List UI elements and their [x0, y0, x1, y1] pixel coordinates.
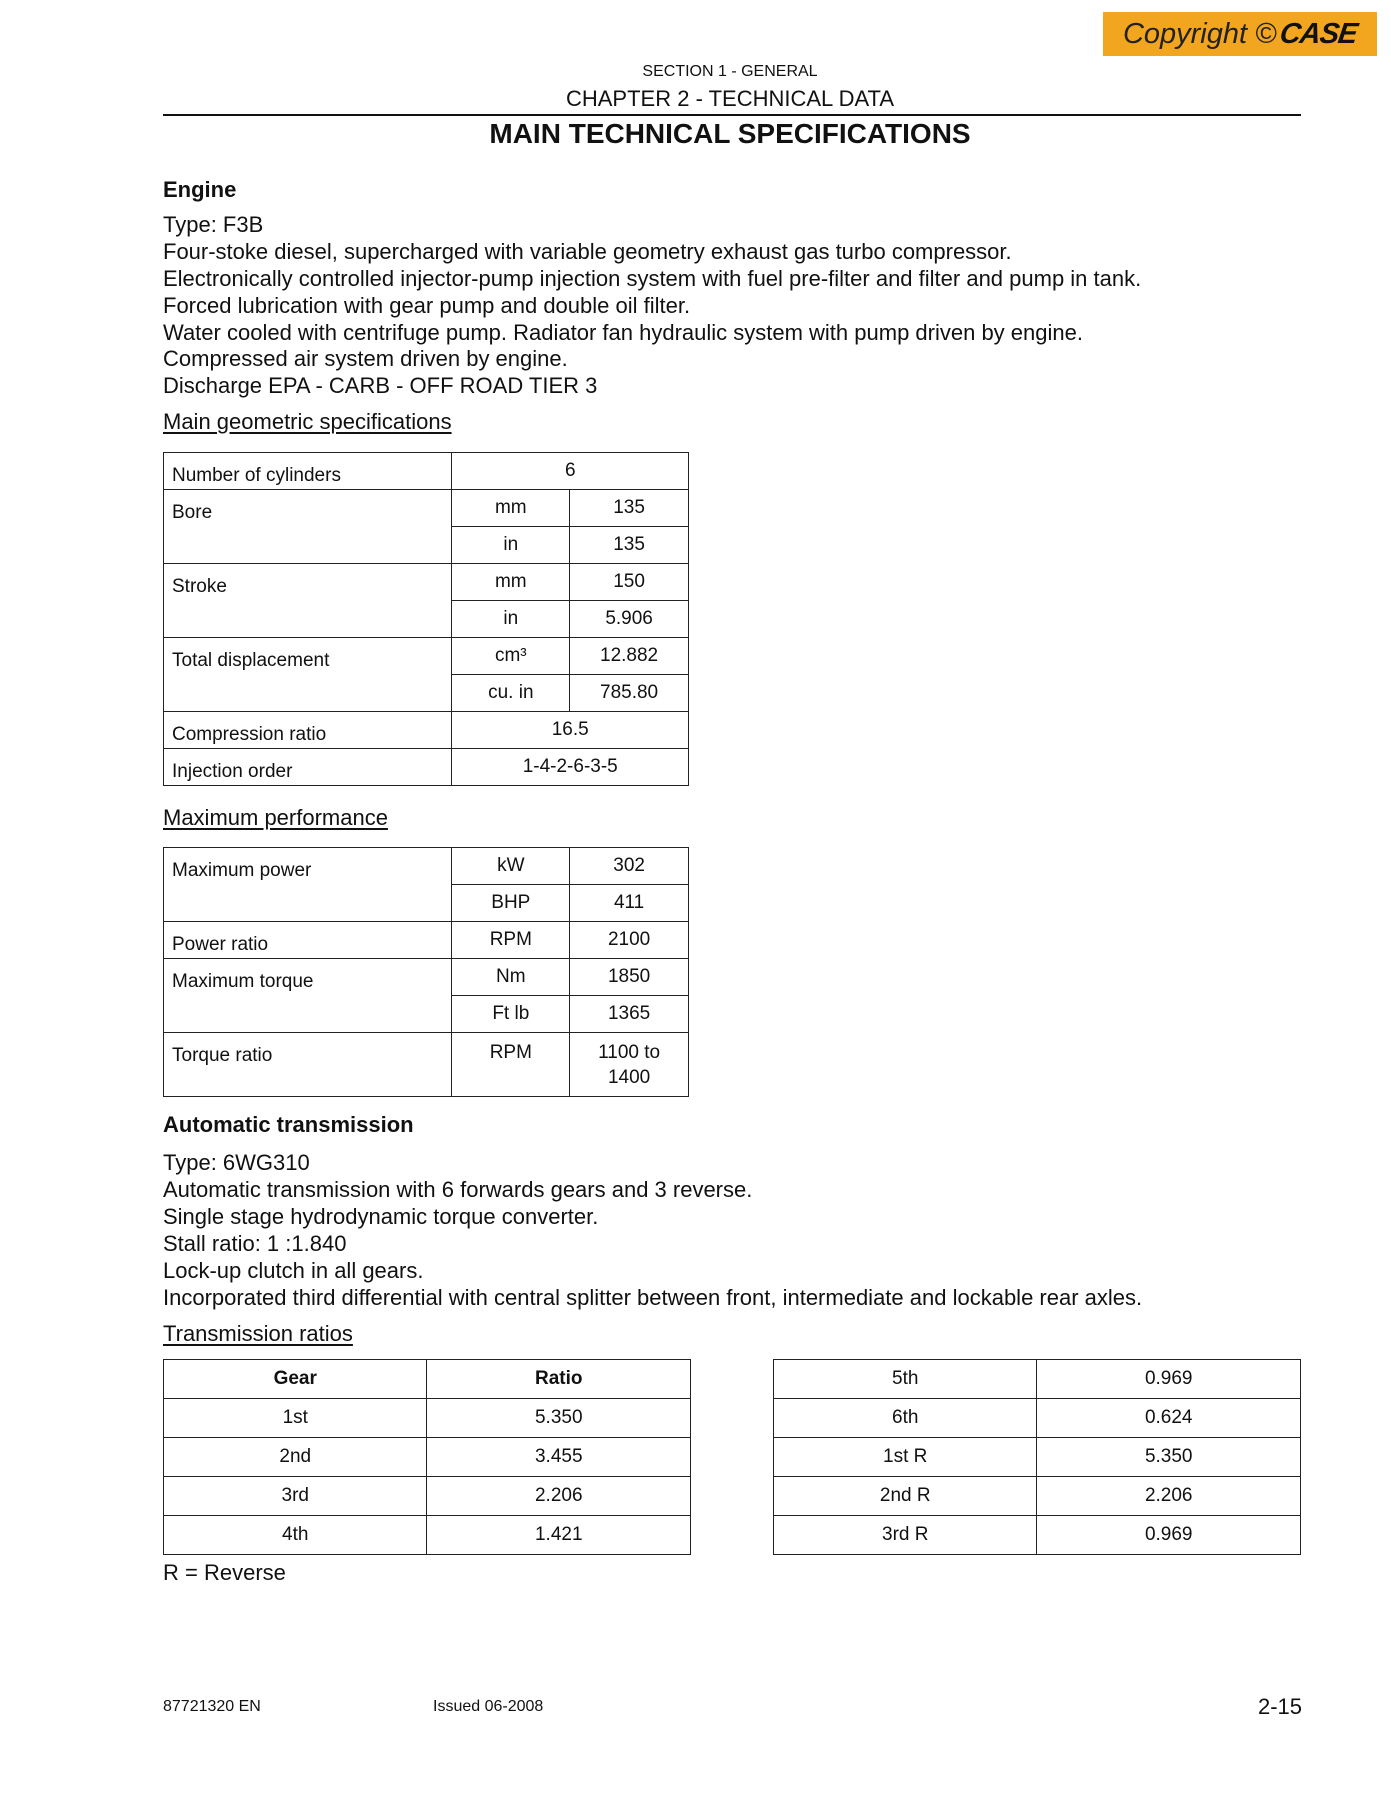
transmission-description-line: Stall ratio: 1 :1.840	[163, 1231, 347, 1256]
spec-unit: RPM	[452, 1033, 570, 1097]
spec-label: Bore	[164, 490, 452, 564]
ratio-cell: 0.969	[1037, 1516, 1301, 1555]
spec-label: Number of cylinders	[164, 453, 452, 490]
transmission-type: Type: 6WG310	[163, 1150, 310, 1175]
table-row	[774, 1477, 1301, 1516]
spec-value: 1850	[570, 959, 689, 996]
table-row	[164, 749, 689, 786]
table-row	[164, 453, 689, 490]
copyright-badge	[1103, 12, 1377, 56]
table-row	[164, 1033, 689, 1097]
performance-table	[163, 847, 689, 1097]
gear-cell: 6th	[774, 1399, 1037, 1438]
spec-unit: mm	[452, 490, 570, 527]
spec-value: 302	[570, 848, 689, 885]
spec-value: 411	[570, 885, 689, 922]
engine-description-line: Discharge EPA - CARB - OFF ROAD TIER 3	[163, 373, 598, 398]
spec-unit: in	[452, 601, 570, 638]
copyright-text: Copyright ©	[1122, 17, 1277, 50]
spec-label: Maximum torque	[164, 959, 452, 1033]
engine-heading: Engine	[163, 177, 237, 202]
spec-unit: cm³	[452, 638, 570, 675]
transmission-description-line: Incorporated third differential with central splitter between front, intermediate and lockable rear axles.	[163, 1285, 1143, 1310]
spec-label: Torque ratio	[164, 1033, 452, 1097]
spec-label: Stroke	[164, 564, 452, 638]
spec-label: Compression ratio	[164, 712, 452, 749]
chapter-label: CHAPTER 2 - TECHNICAL DATA	[565, 86, 894, 111]
ratio-cell: 1.421	[427, 1516, 691, 1555]
table-row	[774, 1360, 1301, 1399]
footer-issue-date: Issued 06-2008	[433, 1698, 544, 1715]
transmission-description-line: Lock-up clutch in all gears.	[163, 1258, 424, 1283]
gear-cell: 3rd R	[774, 1516, 1037, 1555]
table-row	[164, 1399, 691, 1438]
spec-value	[570, 1033, 689, 1097]
gear-cell: 2nd	[164, 1438, 427, 1477]
gear-cell: 1st	[164, 1399, 427, 1438]
ratio-cell: 3.455	[427, 1438, 691, 1477]
table-header-row	[164, 1360, 691, 1399]
spec-label: Power ratio	[164, 922, 452, 959]
spec-unit: Ft lb	[452, 996, 570, 1033]
gear-cell: 5th	[774, 1360, 1037, 1399]
spec-value: 135	[570, 490, 689, 527]
spec-unit: BHP	[452, 885, 570, 922]
case-logo: CASE	[1278, 17, 1360, 50]
ratio-cell: 2.206	[427, 1477, 691, 1516]
spec-label: Injection order	[164, 749, 452, 786]
spec-value: 2100	[570, 922, 689, 959]
table-row	[164, 1516, 691, 1555]
spec-value: 150	[570, 564, 689, 601]
table-row	[774, 1438, 1301, 1477]
ratio-cell: 2.206	[1037, 1477, 1301, 1516]
spec-value: 1365	[570, 996, 689, 1033]
gear-cell: 4th	[164, 1516, 427, 1555]
table-row	[774, 1516, 1301, 1555]
engine-description-line: Forced lubrication with gear pump and double oil filter.	[163, 293, 691, 318]
geometric-specs-table	[163, 452, 689, 786]
table-row	[164, 922, 689, 959]
engine-description-line: Water cooled with centrifuge pump. Radiator fan hydraulic system with pump driven by engine.	[163, 320, 1083, 345]
geometric-specs-heading: Main geometric specifications	[163, 409, 452, 434]
spec-unit: RPM	[452, 922, 570, 959]
spec-label: Maximum power	[164, 848, 452, 922]
table-row	[164, 638, 689, 675]
table-row	[164, 490, 689, 527]
transmission-description-line: Single stage hydrodynamic torque converter.	[163, 1204, 599, 1229]
table-row	[164, 959, 689, 996]
spec-value-line: 1400	[607, 1067, 651, 1088]
spec-unit: kW	[452, 848, 570, 885]
column-header-gear: Gear	[164, 1360, 427, 1399]
engine-description-line: Electronically controlled injector-pump injection system with fuel pre-filter and filter and pump in tank.	[163, 266, 1142, 291]
spec-unit: mm	[452, 564, 570, 601]
ratio-cell: 0.969	[1037, 1360, 1301, 1399]
ratio-cell: 5.350	[1037, 1438, 1301, 1477]
page-title: MAIN TECHNICAL SPECIFICATIONS	[489, 118, 971, 149]
gear-cell: 2nd R	[774, 1477, 1037, 1516]
page-number: 2-15	[1257, 1694, 1302, 1719]
spec-label: Total displacement	[164, 638, 452, 712]
spec-value: 135	[570, 527, 689, 564]
ratio-cell: 5.350	[427, 1399, 691, 1438]
engine-type: Type: F3B	[163, 212, 264, 237]
ratio-cell: 0.624	[1037, 1399, 1301, 1438]
table-row	[164, 712, 689, 749]
spec-unit: in	[452, 527, 570, 564]
spec-unit: cu. in	[452, 675, 570, 712]
section-label: SECTION 1 - GENERAL	[642, 63, 818, 80]
engine-description-line: Compressed air system driven by engine.	[163, 346, 568, 371]
transmission-ratios-heading: Transmission ratios	[163, 1321, 353, 1346]
transmission-ratios-table-right	[773, 1359, 1301, 1555]
spec-value: 785.80	[570, 675, 689, 712]
reverse-note: R = Reverse	[163, 1560, 286, 1585]
header-divider	[163, 114, 1301, 116]
gear-cell: 3rd	[164, 1477, 427, 1516]
gear-cell: 1st R	[774, 1438, 1037, 1477]
table-row	[164, 1438, 691, 1477]
footer-document-number: 87721320 EN	[163, 1698, 261, 1715]
spec-value: 1-4-2-6-3-5	[452, 749, 689, 786]
column-header-ratio: Ratio	[427, 1360, 691, 1399]
spec-value: 16.5	[452, 712, 689, 749]
performance-heading: Maximum performance	[163, 805, 388, 830]
spec-value: 5.906	[570, 601, 689, 638]
table-row	[774, 1399, 1301, 1438]
engine-description-line: Four-stoke diesel, supercharged with variable geometry exhaust gas turbo compressor.	[163, 239, 1012, 264]
transmission-heading: Automatic transmission	[163, 1112, 414, 1137]
transmission-ratios-table-left	[163, 1359, 691, 1555]
table-row	[164, 564, 689, 601]
spec-value: 6	[452, 453, 689, 490]
table-row	[164, 1477, 691, 1516]
transmission-description-line: Automatic transmission with 6 forwards gears and 3 reverse.	[163, 1177, 753, 1202]
spec-unit: Nm	[452, 959, 570, 996]
table-row	[164, 848, 689, 885]
spec-value: 12.882	[570, 638, 689, 675]
spec-value-line: 1100 to	[598, 1042, 661, 1063]
